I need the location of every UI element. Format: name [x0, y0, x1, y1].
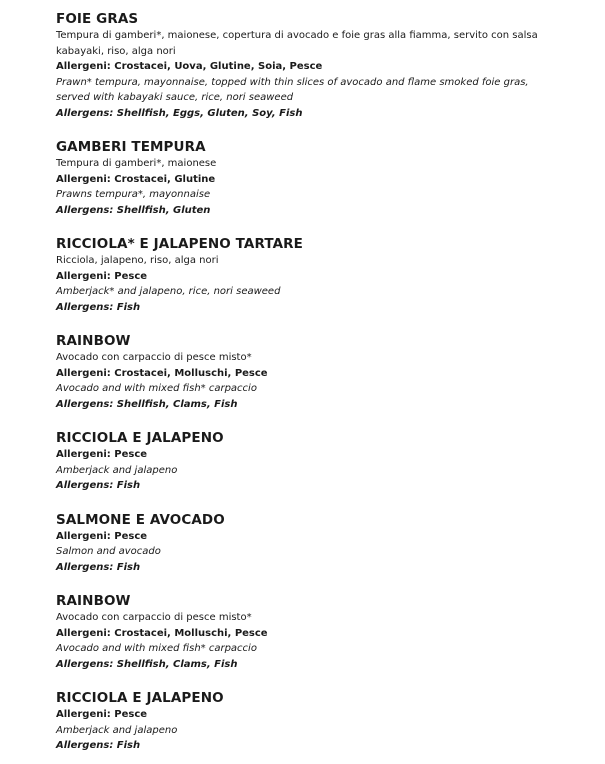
allergens-english: Allergens: Fish — [56, 301, 141, 313]
dish-name: RICCIOLA E JALAPENO — [56, 430, 224, 446]
allergens-italian: Allergeni: Crostacei, Molluschi, Pesce — [56, 627, 268, 639]
menu-item-foie-gras — [56, 10, 556, 121]
menu-item-rainbow — [56, 592, 556, 672]
description-italian: Avocado con carpaccio di pesce misto* — [56, 612, 252, 623]
menu-item-salmone-avocado — [56, 511, 556, 576]
dish-name: RICCIOLA E JALAPENO — [56, 690, 224, 706]
allergens-english: Allergens: Shellfish, Clams, Fish — [56, 658, 238, 670]
dish-name: RAINBOW — [56, 333, 131, 349]
description-english: Amberjack* and jalapeno, rice, nori seaweed — [56, 286, 281, 297]
description-english: Amberjack and jalapeno — [56, 724, 178, 736]
allergens-english: Allergens: Fish — [56, 561, 141, 573]
allergens-italian: Allergeni: Pesce — [56, 530, 148, 542]
menu-item-ricciola-jalapeno — [56, 689, 556, 754]
description-italian: Tempura di gamberi*, maionese — [56, 158, 217, 169]
allergens-italian: Allergeni: Pesce — [56, 709, 148, 720]
allergens-italian: Allergeni: Pesce — [56, 449, 148, 460]
allergens-english: Allergens: Shellfish, Gluten — [56, 204, 211, 216]
menu-item-rainbow — [56, 332, 556, 412]
dish-name: GAMBERI TEMPURA — [56, 139, 206, 155]
description-italian: Avocado con carpaccio di pesce misto* — [56, 352, 252, 363]
description-italian: Ricciola, jalapeno, riso, alga nori — [56, 255, 219, 266]
menu-item-ricciola-jalapeno-tartare — [56, 235, 556, 315]
description-english: Prawns tempura*, mayonnaise — [56, 189, 211, 200]
allergens-english: Allergens: Shellfish, Eggs, Gluten, Soy, Fish — [56, 107, 303, 119]
menu-item-ricciola-jalapeno — [56, 429, 556, 494]
description-english: Avocado and with mixed fish* carpaccio — [56, 383, 257, 394]
allergens-english: Allergens: Fish — [56, 480, 141, 491]
allergens-italian: Allergeni: Crostacei, Uova, Glutine, Soia, Pesce — [56, 61, 323, 72]
allergens-italian: Allergeni: Crostacei, Glutine — [56, 173, 216, 185]
menu-list — [56, 10, 556, 754]
description-english: Amberjack and jalapeno — [56, 464, 178, 476]
allergens-italian: Allergeni: Crostacei, Molluschi, Pesce — [56, 367, 268, 379]
dish-name: FOIE GRAS — [56, 11, 139, 27]
dish-name: RICCIOLA* E JALAPENO TARTARE — [56, 236, 303, 252]
allergens-english: Allergens: Fish — [56, 740, 141, 751]
description-english: Avocado and with mixed fish* carpaccio — [56, 643, 257, 654]
menu-item-gamberi-tempura — [56, 138, 556, 218]
allergens-italian: Allergeni: Pesce — [56, 270, 148, 282]
description-italian: Tempura di gamberi*, maionese, copertura di avocado e foie gras alla fiamma, servito con salsa kabayaki, riso, alga nori — [56, 30, 538, 57]
description-english: Prawn* tempura, mayonnaise, topped with thin slices of avocado and flame smoked foie gras, served with kabayaki sauce, rice, nori seaweed — [56, 76, 529, 103]
dish-name: SALMONE E AVOCADO — [56, 511, 225, 528]
dish-name: RAINBOW — [56, 593, 131, 609]
allergens-english: Allergens: Shellfish, Clams, Fish — [56, 398, 238, 410]
description-english: Salmon and avocado — [56, 546, 161, 557]
